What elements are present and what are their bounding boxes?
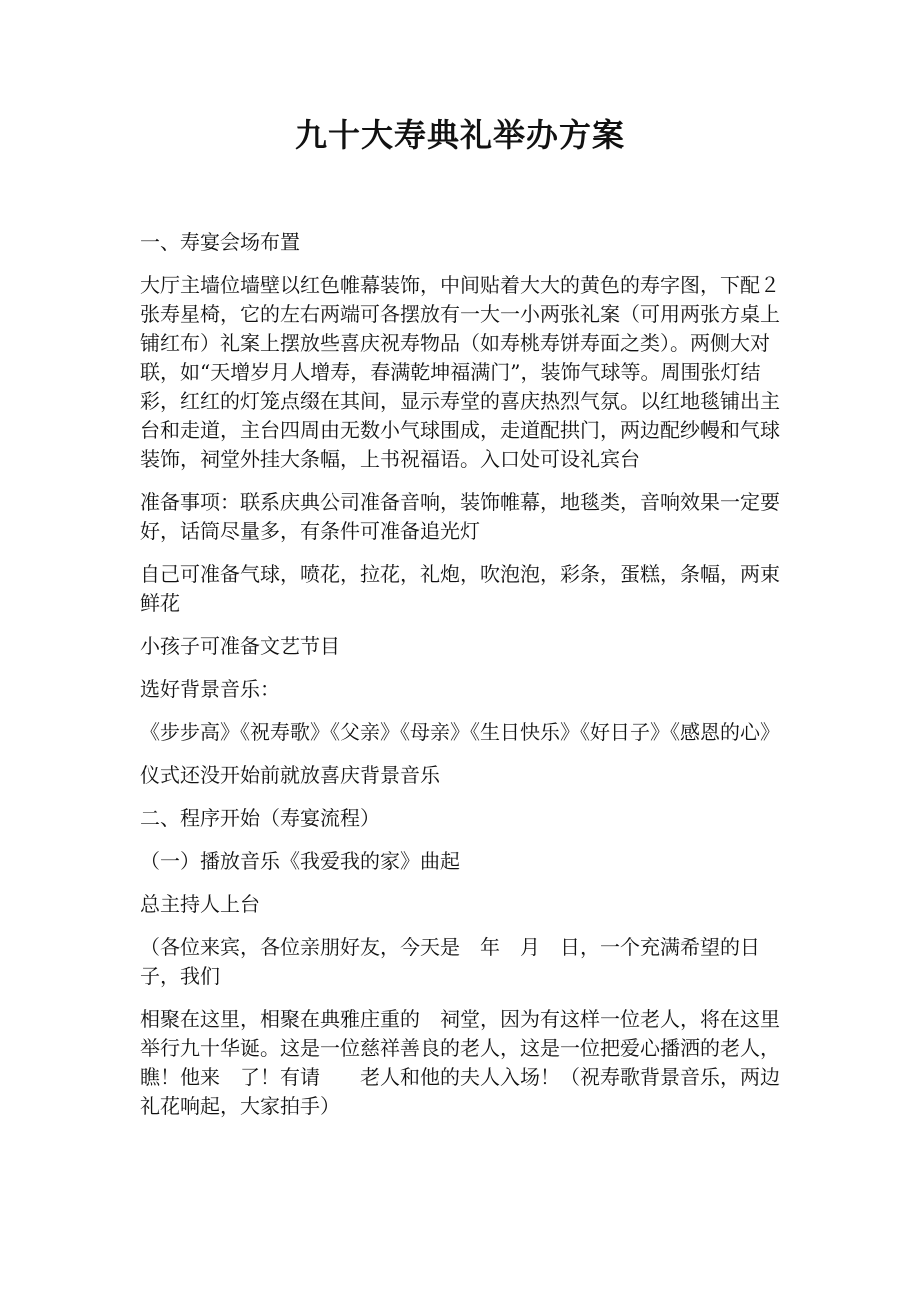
paragraph-venue-decoration: 大厅主墙位墙壁以红色帷幕装饰，中间贴着大大的黄色的寿字图，下配２张寿星椅，它的左右两端可各摆放有一大一小两张礼案（可用两张方桌上铺红布）礼案上摆放些喜庆祝寿物品（如寿桃寿饼寿面之类）。两侧大对联，如“天增岁月人增寿，春满乾坤福满门”，装饰气球等。周围张灯结彩，红红的灯笼点缀在其间，显示寿堂的喜庆热烈气氛。以红地毯铺出主台和走道，主台四周由无数小气球围成，走道配拱门，两边配纱幔和气球装饰，祠堂外挂大条幅，上书祝福语。入口处可设礼宾台 — [140, 273, 780, 471]
paragraph-kids-program: 小孩子可准备文艺节目 — [140, 634, 340, 658]
document-title: 九十大寿典礼举办方案 — [294, 116, 625, 154]
section-heading-program: 二、程序开始（寿宴流程） — [140, 806, 380, 830]
paragraph-host-speech-1: （各位来宾，各位亲朋好友，今天是 年 月 日，一个充满希望的日子，我们 — [140, 935, 760, 988]
paragraph-step-one: （一）播放音乐《我爱我的家》曲起 — [140, 849, 460, 873]
paragraph-host-speech-2: 相聚在这里，相聚在典雅庄重的 祠堂，因为有这样一位老人，将在这里举行九十华诞。这是一位慈祥善良的老人，这是一位把爱心播洒的老人，瞧！他来 了！有请 老人和他的夫人入场！（祝寿歌背景音乐，两边礼花响起，大家拍手） — [140, 1007, 780, 1118]
paragraph-preparation: 准备事项：联系庆典公司准备音响，装饰帷幕，地毯类，音响效果一定要好，话筒尽量多，有条件可准备追光灯 — [140, 490, 780, 543]
paragraph-self-prepare: 自己可准备气球，喷花，拉花，礼炮，吹泡泡，彩条，蛋糕，条幅，两束鲜花 — [140, 562, 780, 615]
section-heading-venue: 一、寿宴会场布置 — [140, 230, 300, 254]
paragraph-music-before: 仪式还没开始前就放喜庆背景音乐 — [140, 763, 440, 787]
paragraph-host-enters: 总主持人上台 — [140, 892, 260, 916]
paragraph-music-list: 《步步高》《祝寿歌》《父亲》《母亲》《生日快乐》《好日子》《感恩的心》 — [140, 720, 780, 744]
paragraph-music-heading: 选好背景音乐： — [140, 677, 280, 701]
document-body — [140, 228, 780, 1135]
